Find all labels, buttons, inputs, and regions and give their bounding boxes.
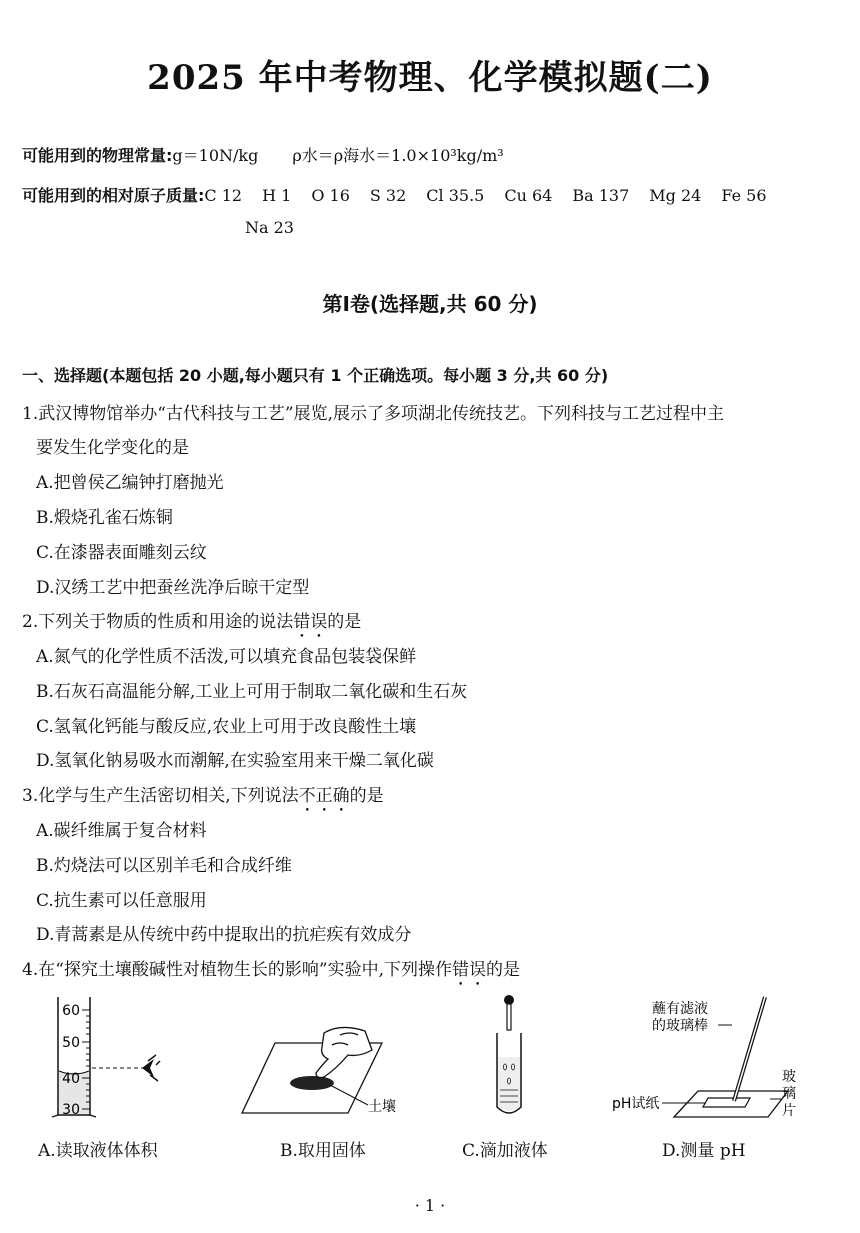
page-title: 2025 年中考物理、化学模拟题(二) <box>147 58 713 98</box>
atomic-masses <box>22 183 787 206</box>
part-heading: 一、选择题(本题包括 20 小题,每小题只有 1 个正确选项。每小题 3 分,共 60 分) <box>22 366 609 385</box>
figure-a-caption: A.读取液体体积 <box>38 1141 158 1161</box>
section-heading: 第Ⅰ卷(选择题,共 60 分) <box>322 292 538 316</box>
dropper-icon <box>504 995 514 1030</box>
q4-stem <box>22 955 520 990</box>
q2-option-d: D.氢氧化钠易吸水而潮解,在实验室用来干燥二氧化碳 <box>36 751 434 771</box>
q1-option-c: C.在漆器表面雕刻云纹 <box>36 543 207 563</box>
q3-option-b: B.灼烧法可以区别羊毛和合成纤维 <box>36 856 292 876</box>
gravity-constant: g＝10N/kg <box>172 146 259 165</box>
ph-paper-label: pH试纸 <box>612 1096 660 1112</box>
rod-label-line2: 的玻璃棒 <box>652 1018 708 1034</box>
figure-b-caption: B.取用固体 <box>280 1141 366 1161</box>
atom-mass: Ba 137 <box>572 186 630 205</box>
atom-mass: Cl 35.5 <box>426 186 485 205</box>
eye-icon <box>142 1055 160 1081</box>
glass-rod <box>734 997 765 1101</box>
q1-stem-line2: 要发生化学变化的是 <box>36 438 189 458</box>
soil-label: 土壤 <box>368 1099 396 1115</box>
glass-label-2: 璃 <box>782 1086 796 1102</box>
atom-mass: S 32 <box>369 186 407 205</box>
physics-constants <box>22 143 504 166</box>
atom-mass: Mg 24 <box>649 186 702 205</box>
q3-stem-post: 的是 <box>349 786 384 806</box>
q4-stem-post: 的是 <box>486 960 521 980</box>
tick-label: 30 <box>62 1102 80 1118</box>
atom-mass: C 12 <box>204 186 243 205</box>
q1-option-a: A.把曾侯乙编钟打磨抛光 <box>36 473 224 493</box>
glass-label-3: 片 <box>782 1103 796 1119</box>
q4-stem-pre: 4.在“探究土壤酸碱性对植物生长的影响”实验中,下列操作 <box>22 960 453 980</box>
q2-stem <box>22 607 361 642</box>
q2-stem-pre: 2.下列关于物质的性质和用途的说法 <box>22 612 294 632</box>
density-constant: ρ水＝ρ海水＝1.0×10³kg/m³ <box>292 146 504 165</box>
soil-pile <box>290 1076 334 1090</box>
figure-d-caption: D.测量 pH <box>662 1141 746 1161</box>
q3-stem-pre: 3.化学与生产生活密切相关,下列说法 <box>22 786 299 806</box>
figure-d-ph <box>610 995 815 1120</box>
q3-option-c: C.抗生素可以任意服用 <box>36 891 207 911</box>
q3-stem <box>22 781 384 816</box>
atom-mass: Cu 64 <box>504 186 553 205</box>
tick-label: 50 <box>62 1035 80 1051</box>
figure-b-solid <box>240 995 415 1120</box>
page-number: · 1 · <box>414 1196 446 1215</box>
q1-option-b: B.煅烧孔雀石炼铜 <box>36 508 173 528</box>
q4-stem-emphasis: 错误 <box>452 960 487 980</box>
q3-option-d: D.青蒿素是从传统中药中提取出的抗疟疾有效成分 <box>36 925 412 945</box>
ph-paper <box>703 1098 750 1107</box>
q3-option-a: A.碳纤维属于复合材料 <box>36 821 207 841</box>
atomic-masses-label: 可能用到的相对原子质量: <box>22 186 205 205</box>
q2-option-b: B.石灰石高温能分解,工业上可用于制取二氧化碳和生石灰 <box>36 682 468 702</box>
rod-label-line1: 蘸有滤液 <box>652 1001 708 1017</box>
atom-mass-line2: Na 23 <box>245 218 294 237</box>
hand-icon <box>316 1027 372 1077</box>
atom-mass: O 16 <box>311 186 350 205</box>
figure-c-caption: C.滴加液体 <box>462 1141 548 1161</box>
figure-a-cylinder <box>50 995 170 1120</box>
tick-label: 40 <box>62 1071 80 1087</box>
tick-label: 60 <box>62 1003 80 1019</box>
q2-stem-emphasis: 错误 <box>293 612 328 632</box>
q3-stem-emphasis: 不正确 <box>298 786 350 806</box>
atom-mass: Fe 56 <box>721 186 767 205</box>
q2-option-c: C.氢氧化钙能与酸反应,农业上可用于改良酸性土壤 <box>36 717 417 737</box>
q1-stem-line1: 1.武汉博物馆举办“古代科技与工艺”展览,展示了多项湖北传统技艺。下列科技与工艺过程中主 <box>22 404 725 424</box>
q2-option-a: A.氮气的化学性质不活泼,可以填充食品包装袋保鲜 <box>36 647 417 667</box>
q1-option-d: D.汉绣工艺中把蚕丝洗净后晾干定型 <box>36 578 310 598</box>
q2-stem-post: 的是 <box>327 612 362 632</box>
physics-constants-label: 可能用到的物理常量: <box>22 146 173 165</box>
glass-label-1: 玻 <box>782 1069 796 1085</box>
atom-mass: H 1 <box>262 186 292 205</box>
figure-c-dropper <box>478 995 548 1120</box>
